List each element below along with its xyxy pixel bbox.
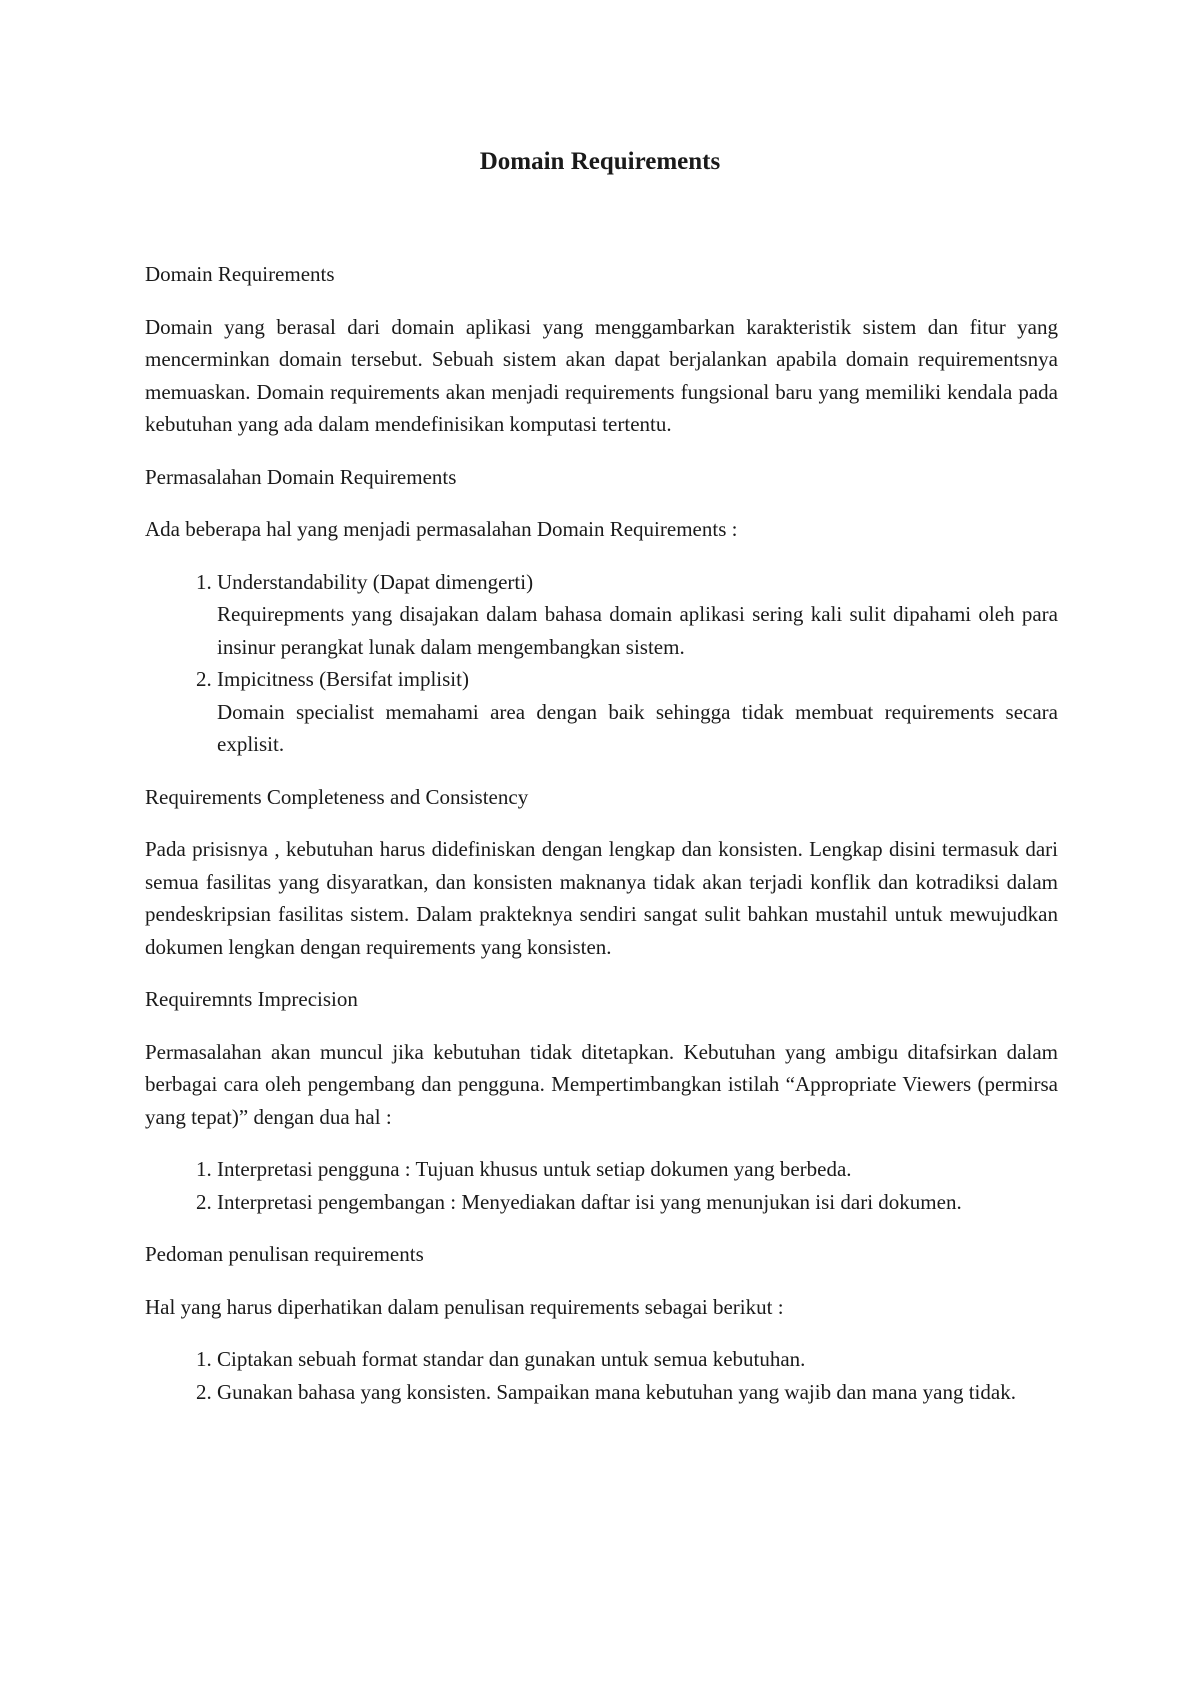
list-item — [217, 663, 1058, 761]
section-heading: Pedoman penulisan requirements — [145, 1242, 424, 1266]
section-heading: Requirements Completeness and Consistency — [145, 784, 529, 809]
list-item-title: Impicitness (Bersifat implisit) — [217, 667, 469, 691]
list-item: 1. Ciptakan sebuah format standar dan gunakan untuk semua kebutuhan. — [217, 1343, 1058, 1376]
document-body — [145, 258, 1058, 1428]
section-paragraph: Hal yang harus diperhatikan dalam penulisan requirements sebagai berikut : — [145, 1294, 784, 1319]
list-item — [217, 566, 1058, 664]
section-heading: Permasalahan Domain Requirements — [145, 464, 457, 489]
list-item-body: Domain specialist memahami area dengan baik sehingga tidak membuat requirements secara explisit. — [217, 699, 1058, 756]
section-paragraph: Ada beberapa hal yang menjadi permasalahan Domain Requirements : — [145, 517, 738, 541]
numbered-list — [145, 1153, 1058, 1218]
section-paragraph: Pada prisisnya , kebutuhan harus didefiniskan dengan lengkap dan konsisten. Lengkap disini termasuk dari semua fasilitas yang disyaratkan, dan konsisten maknanya tidak akan terjadi konflik dan kotradiksi dalam pendeskripsian fasilitas sistem. Dalam prakteknya sendiri sangat sulit bahkan mustahil untuk mewujudkan dokumen lengkan dengan requirements yang konsisten. — [145, 837, 1058, 959]
section-paragraph: Domain yang berasal dari domain aplikasi yang menggambarkan karakteristik sistem dan fitur yang mencerminkan domain tersebut. Sebuah sistem akan dapat berjalankan apabila domain requirementsnya memuaskan. Domain requirements akan menjadi requirements fungsional baru yang memiliki kendala pada kebutuhan yang ada dalam mendefinisikan komputasi tertentu. — [145, 314, 1058, 436]
section-heading: Requiremnts Imprecision — [145, 987, 358, 1011]
page-title: Domain Requirements — [479, 148, 721, 175]
section-heading: Domain Requirements — [145, 262, 335, 286]
list-item: 2. Interpretasi pengembangan : Menyediakan daftar isi yang menunjukan isi dari dokumen. — [217, 1186, 1058, 1219]
section-paragraph: Permasalahan akan muncul jika kebutuhan tidak ditetapkan. Kebutuhan yang ambigu ditafsirkan dalam berbagai cara oleh pengembang dan pengguna. Mempertimbangkan istilah “Appropriate Viewers (permirsa yang tepat)” dengan dua hal : — [145, 1039, 1058, 1129]
numbered-list — [145, 566, 1058, 761]
list-item-body: Requirepments yang disajakan dalam bahasa domain aplikasi sering kali sulit dipahami oleh para insinur perangkat lunak dalam mengembangkan sistem. — [217, 602, 1058, 659]
list-item-title: Understandability (Dapat dimengerti) — [217, 569, 534, 594]
list-item: 2. Gunakan bahasa yang konsisten. Sampaikan mana kebutuhan yang wajib dan mana yang tidak. — [217, 1376, 1058, 1409]
list-item: 1. Interpretasi pengguna : Tujuan khusus untuk setiap dokumen yang berbeda. — [217, 1153, 1058, 1186]
numbered-list — [145, 1343, 1058, 1408]
